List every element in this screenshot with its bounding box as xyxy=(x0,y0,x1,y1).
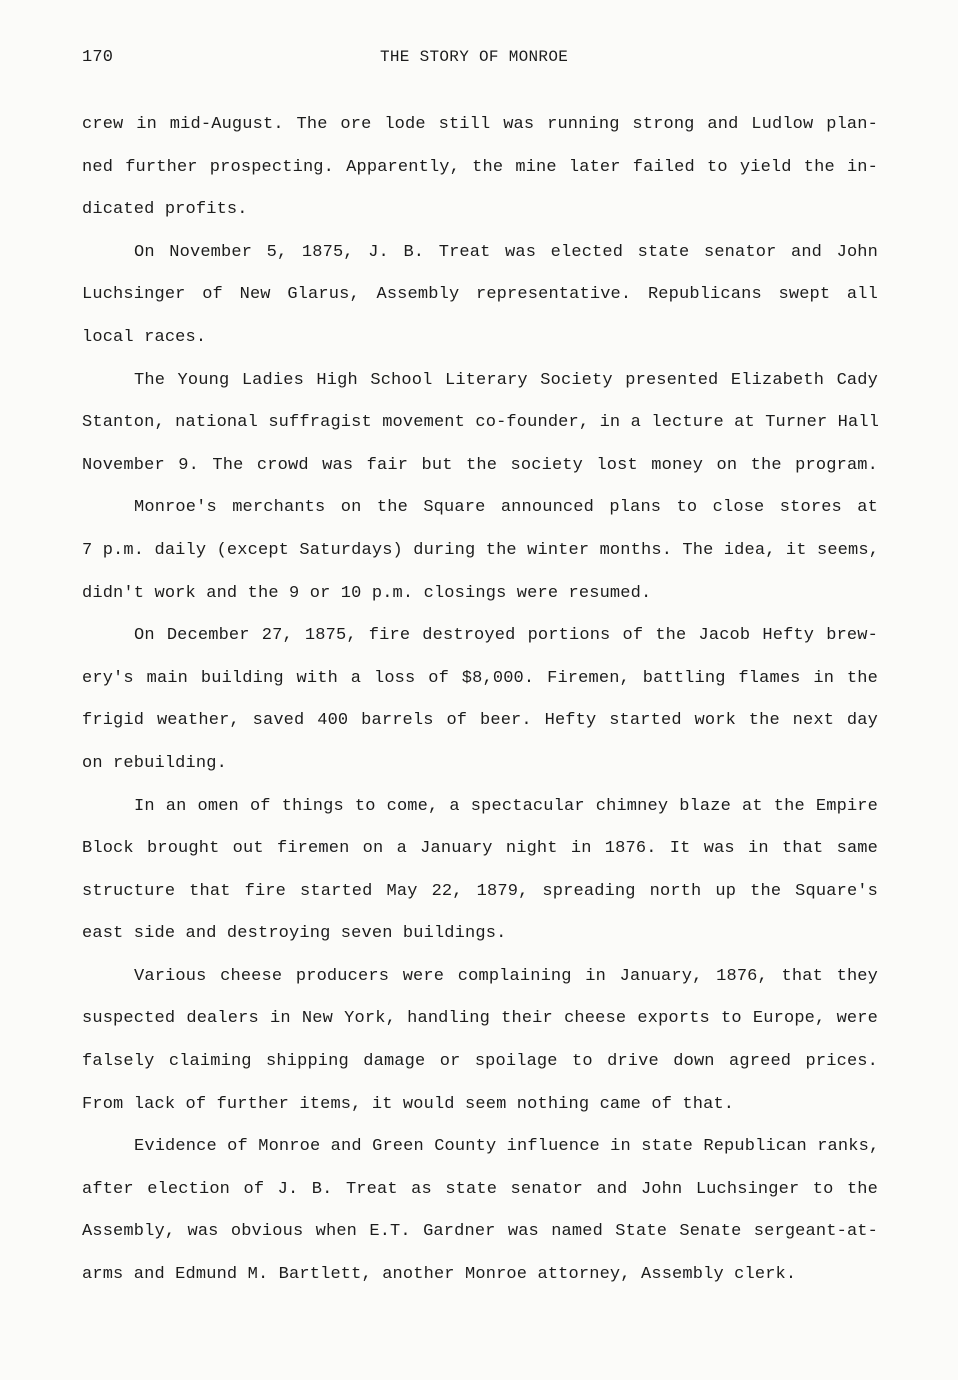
text-line: Various cheese producers were complaining in January, 1876, that they xyxy=(134,966,878,986)
text-line: local races. xyxy=(82,327,207,347)
text-line: On November 5, 1875, J. B. Treat was elected state senator and John xyxy=(134,242,878,262)
text-line: 7 p.m. daily (except Saturdays) during the winter months. The idea, it seems, xyxy=(82,540,880,560)
text-line: November 9. The crowd was fair but the society lost money on the program. xyxy=(82,455,878,475)
page-number: 170 xyxy=(82,48,114,67)
text-line: On December 27, 1875, fire destroyed portions of the Jacob Hefty brew- xyxy=(134,626,878,646)
text-line: east side and destroying seven buildings. xyxy=(82,924,507,944)
text-line: Block brought out firemen on a January night in 1876. It was in that same xyxy=(82,839,878,859)
text-line: arms and Edmund M. Bartlett, another Monroe attorney, Assembly clerk. xyxy=(82,1265,797,1285)
text-line: after election of J. B. Treat as state senator and John Luchsinger to the xyxy=(82,1179,878,1199)
text-line: suspected dealers in New York, handling their cheese exports to Europe, were xyxy=(82,1009,878,1029)
text-line: Stanton, national suffragist movement co-founder, in a lecture at Turner Hall xyxy=(82,413,880,433)
text-line: Luchsinger of New Glarus, Assembly representative. Republicans swept all xyxy=(82,285,878,305)
text-line: structure that fire started May 22, 1879, spreading north up the Square's xyxy=(82,881,878,901)
text-line: From lack of further items, it would seem nothing came of that. xyxy=(82,1094,735,1114)
text-line: dicated profits. xyxy=(82,200,248,220)
text-line: In an omen of things to come, a spectacular chimney blaze at the Empire xyxy=(134,796,878,816)
text-line: Monroe's merchants on the Square announced plans to close stores at xyxy=(134,498,878,518)
text-line: on rebuilding. xyxy=(82,753,227,773)
text-line: crew in mid-August. The ore lode still was running strong and Ludlow plan- xyxy=(82,115,878,134)
body-text xyxy=(82,104,878,1297)
running-head: THE STORY OF MONROE xyxy=(380,48,569,66)
text-line: didn't work and the 9 or 10 p.m. closings were resumed. xyxy=(82,583,652,603)
text-line: frigid weather, saved 400 barrels of beer. Hefty started work the next day xyxy=(82,711,878,731)
page-header xyxy=(82,48,878,74)
text-line: The Young Ladies High School Literary Society presented Elizabeth Cady xyxy=(134,370,878,390)
text-line: falsely claiming shipping damage or spoilage to drive down agreed prices. xyxy=(82,1052,878,1072)
text-line: ned further prospecting. Apparently, the mine later failed to yield the in- xyxy=(82,157,878,177)
text-line: ery's main building with a loss of $8,000. Firemen, battling flames in the xyxy=(82,668,878,688)
text-line: Evidence of Monroe and Green County influence in state Republican ranks, xyxy=(134,1137,880,1157)
text-line: Assembly, was obvious when E.T. Gardner was named State Senate sergeant-at- xyxy=(82,1222,878,1242)
